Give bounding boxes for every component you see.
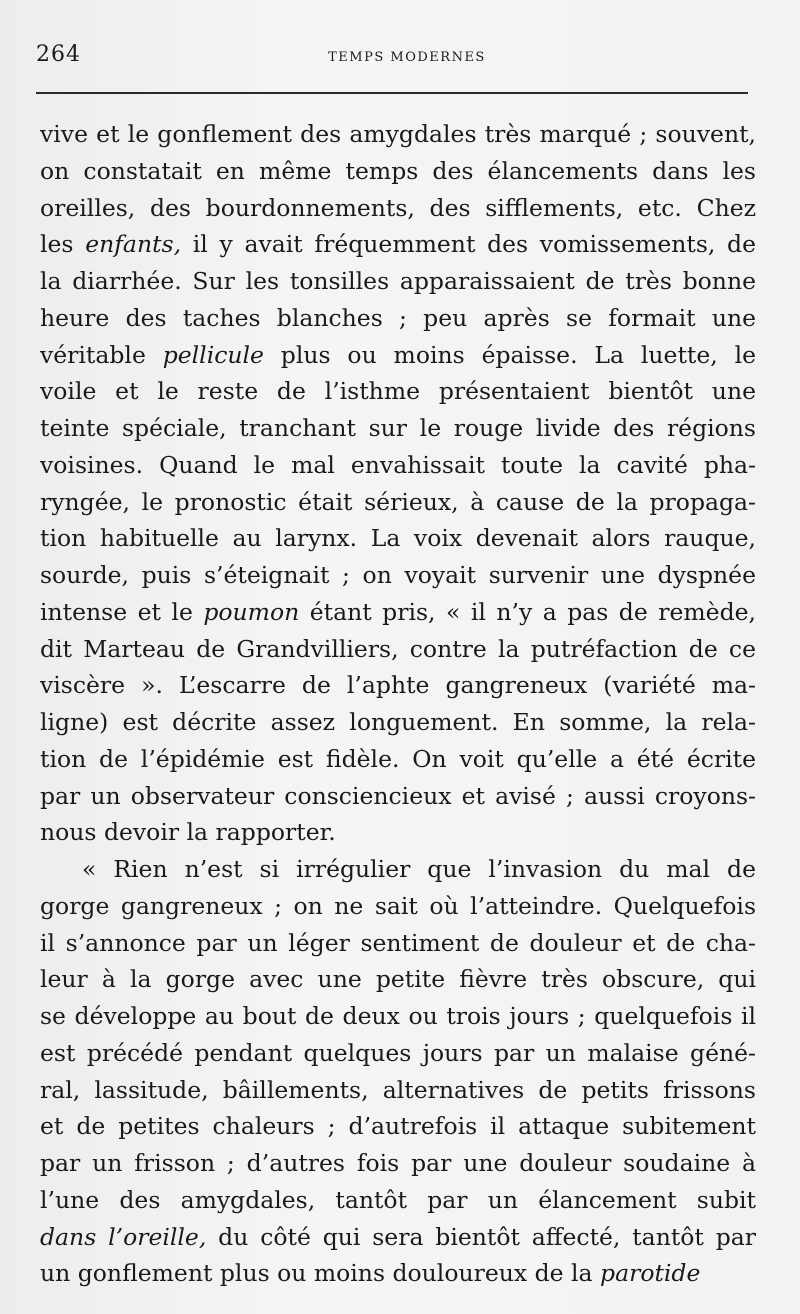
text-line — [40, 1145, 756, 1182]
text-run: les — [40, 230, 86, 259]
text-run: tion de l’épidémie est fidèle. On voit qu’elle a été écrite — [40, 744, 756, 773]
text-line — [40, 851, 756, 888]
italic-run: poumon — [203, 597, 300, 626]
text-line — [40, 116, 756, 153]
text-run: par un observateur consciencieux et avisé ; aussi croyons- — [40, 781, 756, 810]
text-run: tion habituelle au larynx. La voix devenait alors rauque, — [40, 524, 756, 553]
text-line — [40, 447, 756, 484]
text-run: ral, lassitude, bâillements, alternatives de petits frissons — [40, 1075, 756, 1104]
text-line — [40, 410, 756, 447]
text-line — [40, 337, 756, 374]
text-run: plus ou moins épaisse. La luette, le — [263, 340, 756, 369]
text-run: l’une des amygdales, tantôt par un élancement subit — [40, 1185, 756, 1214]
text-run: vive et le gonflement des amygdales très marqué ; souvent, — [40, 120, 756, 148]
text-line — [40, 263, 756, 300]
text-line — [40, 484, 756, 521]
page-header — [36, 42, 748, 76]
text-run: véritable — [40, 340, 163, 369]
text-run: se développe au bout de deux ou trois jours ; quelquefois il — [40, 1002, 756, 1030]
italic-run: parotide — [600, 1259, 701, 1288]
text-line — [40, 1108, 756, 1145]
text-run: du côté qui sera bientôt affecté, tantôt par — [206, 1222, 757, 1251]
italic-run: dans l’oreille, — [40, 1222, 207, 1251]
text-line — [40, 925, 756, 962]
text-run: étant pris, « il n’y a pas de remède, — [299, 597, 756, 626]
text-line — [40, 741, 756, 778]
text-run: oreilles, des bourdonnements, des sifflements, etc. Chez — [40, 193, 756, 222]
text-line — [40, 778, 756, 815]
text-run: teinte spéciale, tranchant sur le rouge livide des régions — [40, 414, 756, 442]
text-run: « Rien n’est si irrégulier que l’invasion du mal de — [82, 855, 756, 883]
text-run: nous devoir la rapporter. — [40, 818, 336, 847]
text-line — [40, 631, 756, 668]
text-run: on constatait en même temps des élancements dans les — [40, 156, 756, 185]
italic-run: enfants, — [85, 230, 182, 259]
text-run: viscère ». L’escarre de l’aphte gangreneux (variété ma- — [40, 671, 756, 700]
text-line — [40, 373, 756, 410]
text-run: un gonflement plus ou moins douloureux de la — [40, 1259, 601, 1288]
body-text — [40, 116, 756, 1292]
text-line — [40, 1035, 756, 1072]
page-number: 264 — [36, 42, 81, 67]
text-line — [40, 190, 756, 227]
text-line — [40, 1072, 756, 1109]
text-run: dit Marteau de Grandvilliers, contre la putréfaction de ce — [40, 634, 756, 663]
text-run: voile et le reste de l’isthme présentaient bientôt une — [40, 377, 756, 406]
text-line — [40, 961, 756, 998]
text-line — [40, 888, 756, 925]
text-run: par un frisson ; d’autres fois par une douleur soudaine à — [40, 1149, 756, 1177]
text-run: voisines. Quand le mal envahissait toute la cavité pha- — [40, 450, 756, 479]
text-line — [40, 226, 756, 263]
text-run: intense et le — [40, 597, 204, 626]
text-line — [40, 998, 756, 1035]
text-line — [40, 557, 756, 594]
text-line — [40, 594, 756, 631]
text-line — [40, 153, 756, 190]
italic-run: pellicule — [162, 340, 264, 369]
text-run: et de petites chaleurs ; d’autrefois il attaque subitement — [40, 1112, 756, 1141]
text-line — [40, 1255, 756, 1292]
text-run: ligne) est décrite assez longuement. En somme, la rela- — [40, 708, 756, 736]
text-line — [40, 1182, 756, 1219]
running-title: TEMPS MODERNES — [328, 50, 486, 65]
text-run: heure des taches blanches ; peu après se formait une — [40, 303, 756, 332]
text-line — [40, 667, 756, 704]
text-run: la diarrhée. Sur les tonsilles apparaissaient de très bonne — [40, 267, 756, 295]
text-run: sourde, puis s’éteignait ; on voyait survenir une dyspnée — [40, 561, 756, 589]
text-line — [40, 814, 756, 851]
text-line — [40, 300, 756, 337]
text-line — [40, 1219, 756, 1256]
text-run: il y avait fréquemment des vomissements, de — [181, 230, 757, 259]
text-run: il s’annonce par un léger sentiment de douleur et de cha- — [40, 928, 756, 957]
text-line — [40, 704, 756, 741]
text-run: leur à la gorge avec une petite fièvre très obscure, qui — [40, 965, 756, 994]
text-run: gorge gangreneux ; on ne sait où l’atteindre. Quelquefois — [40, 891, 756, 920]
text-run: est précédé pendant quelques jours par un malaise géné- — [40, 1038, 756, 1067]
header-rule — [36, 92, 748, 94]
text-run: ryngée, le pronostic était sérieux, à cause de la propaga- — [40, 487, 756, 516]
text-line — [40, 520, 756, 557]
